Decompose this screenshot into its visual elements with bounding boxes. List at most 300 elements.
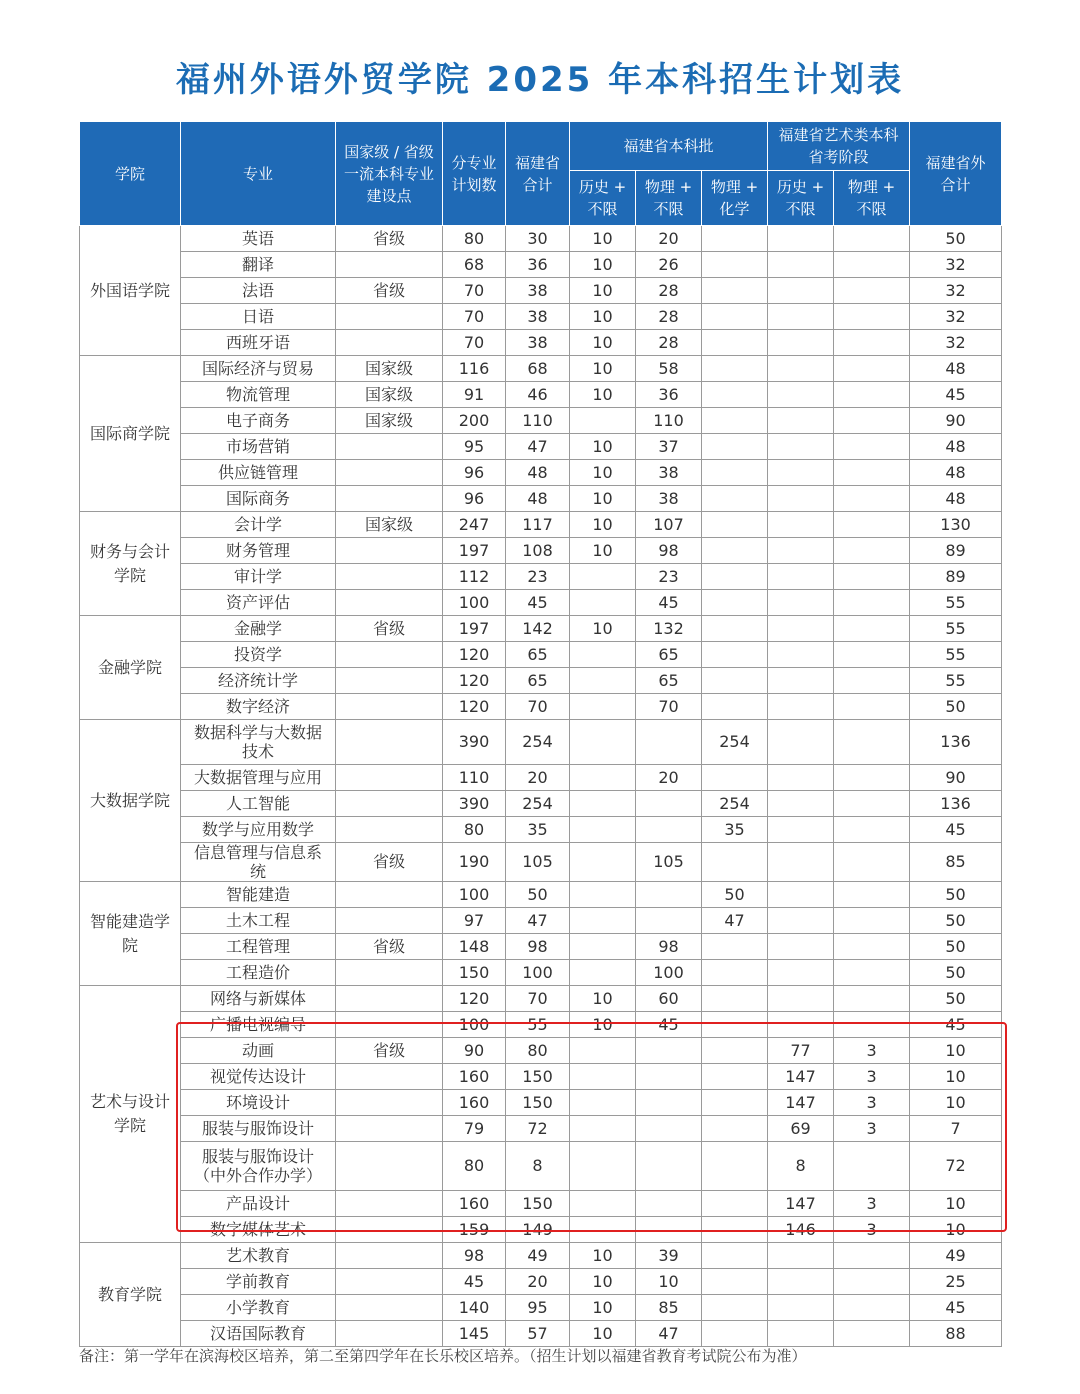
- table-row: [80, 960, 1002, 986]
- art-history-any-cell: [768, 434, 834, 460]
- art-history-any-cell: [768, 765, 834, 791]
- major-cell: 西班牙语: [181, 330, 336, 356]
- outside-total-cell: 45: [910, 382, 1002, 408]
- major-cell: 智能建造: [181, 882, 336, 908]
- outside-total-cell: 50: [910, 960, 1002, 986]
- outside-total-cell: 32: [910, 252, 1002, 278]
- physics-any-cell: 132: [636, 616, 702, 642]
- level-cell: 省级: [336, 843, 443, 882]
- physics-any-cell: 107: [636, 512, 702, 538]
- art-physics-any-cell: 3: [834, 1090, 910, 1116]
- art-history-any-cell: [768, 590, 834, 616]
- major-cell: 工程管理: [181, 934, 336, 960]
- table-row: [80, 1295, 1002, 1321]
- table-row: [80, 330, 1002, 356]
- major-cell: 法语: [181, 278, 336, 304]
- physics-any-cell: 39: [636, 1243, 702, 1269]
- major-cell: 国际经济与贸易: [181, 356, 336, 382]
- header-history-any: 历史 + 不限: [570, 171, 636, 226]
- art-history-any-cell: [768, 460, 834, 486]
- history-any-cell: 10: [570, 1321, 636, 1347]
- level-cell: [336, 564, 443, 590]
- history-any-cell: 10: [570, 986, 636, 1012]
- table-row: [80, 1217, 1002, 1243]
- level-cell: [336, 304, 443, 330]
- physics-chemistry-cell: [702, 278, 768, 304]
- table-body: [80, 226, 1002, 1347]
- art-history-any-cell: [768, 1012, 834, 1038]
- fujian-total-cell: 68: [506, 356, 570, 382]
- fujian-total-cell: 38: [506, 304, 570, 330]
- table-row: [80, 817, 1002, 843]
- physics-chemistry-cell: [702, 1116, 768, 1142]
- history-any-cell: [570, 817, 636, 843]
- table-row: [80, 226, 1002, 252]
- physics-any-cell: 100: [636, 960, 702, 986]
- outside-total-cell: 50: [910, 226, 1002, 252]
- major-cell: 市场营销: [181, 434, 336, 460]
- fujian-total-cell: 142: [506, 616, 570, 642]
- plan-total-cell: 91: [443, 382, 506, 408]
- table-row: [80, 278, 1002, 304]
- art-physics-any-cell: 3: [834, 1064, 910, 1090]
- table-row: [80, 1191, 1002, 1217]
- major-cell: 汉语国际教育: [181, 1321, 336, 1347]
- history-any-cell: [570, 1191, 636, 1217]
- art-physics-any-cell: [834, 590, 910, 616]
- header-fujian-total: 福建省合计: [506, 122, 570, 226]
- physics-chemistry-cell: [702, 616, 768, 642]
- plan-total-cell: 100: [443, 882, 506, 908]
- art-history-any-cell: 146: [768, 1217, 834, 1243]
- physics-chemistry-cell: 50: [702, 882, 768, 908]
- physics-any-cell: 98: [636, 538, 702, 564]
- art-physics-any-cell: [834, 882, 910, 908]
- outside-total-cell: 89: [910, 564, 1002, 590]
- history-any-cell: [570, 1090, 636, 1116]
- art-history-any-cell: 8: [768, 1142, 834, 1191]
- art-physics-any-cell: [834, 486, 910, 512]
- history-any-cell: 10: [570, 278, 636, 304]
- fujian-total-cell: 254: [506, 720, 570, 765]
- physics-chemistry-cell: [702, 1191, 768, 1217]
- art-history-any-cell: [768, 356, 834, 382]
- table-row: [80, 1038, 1002, 1064]
- table-row: [80, 408, 1002, 434]
- level-cell: [336, 791, 443, 817]
- art-physics-any-cell: [834, 986, 910, 1012]
- outside-total-cell: 55: [910, 590, 1002, 616]
- physics-any-cell: 65: [636, 668, 702, 694]
- physics-any-cell: [636, 882, 702, 908]
- major-cell: 英语: [181, 226, 336, 252]
- outside-total-cell: 48: [910, 434, 1002, 460]
- college-cell: 国际商学院: [80, 356, 181, 512]
- art-history-any-cell: [768, 791, 834, 817]
- physics-any-cell: 10: [636, 1269, 702, 1295]
- plan-total-cell: 390: [443, 720, 506, 765]
- art-physics-any-cell: [834, 817, 910, 843]
- physics-any-cell: [636, 1090, 702, 1116]
- level-cell: [336, 882, 443, 908]
- table-row: [80, 252, 1002, 278]
- physics-chemistry-cell: [702, 330, 768, 356]
- physics-chemistry-cell: [702, 1142, 768, 1191]
- physics-any-cell: [636, 908, 702, 934]
- table-row: [80, 986, 1002, 1012]
- major-cell: 大数据管理与应用: [181, 765, 336, 791]
- physics-any-cell: 70: [636, 694, 702, 720]
- history-any-cell: 10: [570, 356, 636, 382]
- plan-total-cell: 100: [443, 1012, 506, 1038]
- plan-total-cell: 120: [443, 694, 506, 720]
- history-any-cell: [570, 765, 636, 791]
- physics-any-cell: 28: [636, 304, 702, 330]
- history-any-cell: [570, 1116, 636, 1142]
- plan-total-cell: 190: [443, 843, 506, 882]
- level-cell: 省级: [336, 934, 443, 960]
- plan-total-cell: 159: [443, 1217, 506, 1243]
- physics-any-cell: 110: [636, 408, 702, 434]
- physics-any-cell: 45: [636, 1012, 702, 1038]
- plan-total-cell: 140: [443, 1295, 506, 1321]
- plan-total-cell: 68: [443, 252, 506, 278]
- plan-total-cell: 120: [443, 668, 506, 694]
- table-row: [80, 668, 1002, 694]
- level-cell: [336, 642, 443, 668]
- history-any-cell: 10: [570, 1243, 636, 1269]
- level-cell: [336, 817, 443, 843]
- history-any-cell: 10: [570, 1295, 636, 1321]
- fujian-total-cell: 70: [506, 694, 570, 720]
- art-history-any-cell: [768, 512, 834, 538]
- major-cell: 审计学: [181, 564, 336, 590]
- level-cell: [336, 1217, 443, 1243]
- major-cell: 数学与应用数学: [181, 817, 336, 843]
- level-cell: [336, 908, 443, 934]
- college-cell: 教育学院: [80, 1243, 181, 1347]
- header-physics-chemistry: 物理 + 化学: [702, 171, 768, 226]
- table-row: [80, 694, 1002, 720]
- physics-any-cell: 105: [636, 843, 702, 882]
- art-physics-any-cell: [834, 1321, 910, 1347]
- art-history-any-cell: [768, 408, 834, 434]
- history-any-cell: [570, 1217, 636, 1243]
- outside-total-cell: 48: [910, 356, 1002, 382]
- fujian-total-cell: 36: [506, 252, 570, 278]
- physics-any-cell: 58: [636, 356, 702, 382]
- art-physics-any-cell: [834, 1269, 910, 1295]
- outside-total-cell: 32: [910, 278, 1002, 304]
- art-history-any-cell: [768, 668, 834, 694]
- outside-total-cell: 50: [910, 934, 1002, 960]
- art-history-any-cell: [768, 908, 834, 934]
- history-any-cell: [570, 960, 636, 986]
- art-physics-any-cell: [834, 843, 910, 882]
- fujian-total-cell: 110: [506, 408, 570, 434]
- fujian-total-cell: 48: [506, 486, 570, 512]
- level-cell: 国家级: [336, 382, 443, 408]
- fujian-total-cell: 47: [506, 434, 570, 460]
- fujian-total-cell: 65: [506, 668, 570, 694]
- physics-any-cell: 38: [636, 486, 702, 512]
- table-row: [80, 765, 1002, 791]
- plan-total-cell: 80: [443, 1142, 506, 1191]
- plan-total-cell: 150: [443, 960, 506, 986]
- physics-chemistry-cell: [702, 304, 768, 330]
- physics-any-cell: 98: [636, 934, 702, 960]
- art-physics-any-cell: [834, 1012, 910, 1038]
- physics-any-cell: [636, 817, 702, 843]
- fujian-total-cell: 30: [506, 226, 570, 252]
- header-art-physics-any: 物理 + 不限: [834, 171, 910, 226]
- physics-any-cell: 37: [636, 434, 702, 460]
- physics-chemistry-cell: [702, 590, 768, 616]
- fujian-total-cell: 254: [506, 791, 570, 817]
- table-row: [80, 616, 1002, 642]
- history-any-cell: [570, 408, 636, 434]
- art-physics-any-cell: [834, 356, 910, 382]
- major-cell: 物流管理: [181, 382, 336, 408]
- art-physics-any-cell: [834, 382, 910, 408]
- art-history-any-cell: [768, 642, 834, 668]
- major-cell: 国际商务: [181, 486, 336, 512]
- major-cell: 产品设计: [181, 1191, 336, 1217]
- history-any-cell: [570, 843, 636, 882]
- art-history-any-cell: 69: [768, 1116, 834, 1142]
- major-cell: 电子商务: [181, 408, 336, 434]
- physics-any-cell: 45: [636, 590, 702, 616]
- art-history-any-cell: [768, 382, 834, 408]
- major-cell: 供应链管理: [181, 460, 336, 486]
- history-any-cell: [570, 668, 636, 694]
- fujian-total-cell: 46: [506, 382, 570, 408]
- fujian-total-cell: 50: [506, 882, 570, 908]
- art-physics-any-cell: [834, 616, 910, 642]
- major-cell: 数据科学与大数据技术: [181, 720, 336, 765]
- outside-total-cell: 88: [910, 1321, 1002, 1347]
- outside-total-cell: 85: [910, 843, 1002, 882]
- fujian-total-cell: 20: [506, 765, 570, 791]
- fujian-total-cell: 57: [506, 1321, 570, 1347]
- art-physics-any-cell: [834, 252, 910, 278]
- physics-any-cell: 38: [636, 460, 702, 486]
- physics-chemistry-cell: [702, 252, 768, 278]
- level-cell: [336, 1269, 443, 1295]
- level-cell: [336, 252, 443, 278]
- level-cell: [336, 486, 443, 512]
- art-history-any-cell: [768, 843, 834, 882]
- art-history-any-cell: [768, 1295, 834, 1321]
- table-row: [80, 642, 1002, 668]
- art-physics-any-cell: [834, 564, 910, 590]
- major-cell: 小学教育: [181, 1295, 336, 1321]
- outside-total-cell: 72: [910, 1142, 1002, 1191]
- physics-chemistry-cell: [702, 1295, 768, 1321]
- history-any-cell: [570, 1038, 636, 1064]
- outside-total-cell: 32: [910, 304, 1002, 330]
- table-row: [80, 1090, 1002, 1116]
- plan-total-cell: 160: [443, 1064, 506, 1090]
- art-physics-any-cell: [834, 765, 910, 791]
- fujian-total-cell: 38: [506, 278, 570, 304]
- fujian-total-cell: 65: [506, 642, 570, 668]
- physics-chemistry-cell: [702, 1321, 768, 1347]
- physics-chemistry-cell: [702, 1243, 768, 1269]
- art-history-any-cell: [768, 304, 834, 330]
- plan-total-cell: 96: [443, 460, 506, 486]
- plan-total-cell: 116: [443, 356, 506, 382]
- art-physics-any-cell: 3: [834, 1038, 910, 1064]
- table-row: [80, 843, 1002, 882]
- history-any-cell: [570, 1064, 636, 1090]
- plan-total-cell: 90: [443, 1038, 506, 1064]
- physics-chemistry-cell: [702, 382, 768, 408]
- physics-any-cell: 60: [636, 986, 702, 1012]
- level-cell: 省级: [336, 226, 443, 252]
- major-cell: 工程造价: [181, 960, 336, 986]
- plan-total-cell: 145: [443, 1321, 506, 1347]
- physics-any-cell: 26: [636, 252, 702, 278]
- art-physics-any-cell: [834, 460, 910, 486]
- physics-any-cell: [636, 1038, 702, 1064]
- art-history-any-cell: [768, 1321, 834, 1347]
- physics-chemistry-cell: 254: [702, 791, 768, 817]
- fujian-total-cell: 117: [506, 512, 570, 538]
- art-history-any-cell: [768, 986, 834, 1012]
- physics-chemistry-cell: [702, 434, 768, 460]
- header-fujian-batch: 福建省本科批: [570, 122, 768, 171]
- art-physics-any-cell: [834, 226, 910, 252]
- major-cell: 动画: [181, 1038, 336, 1064]
- fujian-total-cell: 70: [506, 986, 570, 1012]
- outside-total-cell: 48: [910, 486, 1002, 512]
- header-college: 学院: [80, 122, 181, 226]
- footnote: 备注：第一学年在滨海校区培养，第二至第四学年在长乐校区培养。（招生计划以福建省教育考试院公布为准）: [79, 1347, 807, 1365]
- major-cell: 财务管理: [181, 538, 336, 564]
- major-cell: 服装与服饰设计: [181, 1116, 336, 1142]
- outside-total-cell: 48: [910, 460, 1002, 486]
- art-physics-any-cell: [834, 668, 910, 694]
- plan-total-cell: 112: [443, 564, 506, 590]
- header-major: 专业: [181, 122, 336, 226]
- history-any-cell: 10: [570, 1012, 636, 1038]
- outside-total-cell: 136: [910, 720, 1002, 765]
- physics-chemistry-cell: 35: [702, 817, 768, 843]
- outside-total-cell: 10: [910, 1064, 1002, 1090]
- art-physics-any-cell: [834, 694, 910, 720]
- outside-total-cell: 10: [910, 1090, 1002, 1116]
- college-cell: 财务与会计学院: [80, 512, 181, 616]
- level-cell: [336, 694, 443, 720]
- art-physics-any-cell: [834, 278, 910, 304]
- outside-total-cell: 130: [910, 512, 1002, 538]
- history-any-cell: 10: [570, 538, 636, 564]
- history-any-cell: 10: [570, 252, 636, 278]
- level-cell: [336, 765, 443, 791]
- major-cell: 会计学: [181, 512, 336, 538]
- art-history-any-cell: 147: [768, 1064, 834, 1090]
- fujian-total-cell: 72: [506, 1116, 570, 1142]
- outside-total-cell: 45: [910, 817, 1002, 843]
- plan-total-cell: 80: [443, 817, 506, 843]
- physics-any-cell: 36: [636, 382, 702, 408]
- header-physics-any: 物理 + 不限: [636, 171, 702, 226]
- physics-chemistry-cell: [702, 1038, 768, 1064]
- fujian-total-cell: 95: [506, 1295, 570, 1321]
- physics-any-cell: [636, 1217, 702, 1243]
- outside-total-cell: 49: [910, 1243, 1002, 1269]
- plan-total-cell: 70: [443, 330, 506, 356]
- art-history-any-cell: [768, 720, 834, 765]
- fujian-total-cell: 150: [506, 1090, 570, 1116]
- table-row: [80, 356, 1002, 382]
- physics-chemistry-cell: [702, 642, 768, 668]
- history-any-cell: [570, 642, 636, 668]
- fujian-total-cell: 80: [506, 1038, 570, 1064]
- physics-chemistry-cell: 254: [702, 720, 768, 765]
- art-physics-any-cell: [834, 512, 910, 538]
- physics-chemistry-cell: [702, 408, 768, 434]
- art-history-any-cell: [768, 694, 834, 720]
- plan-total-cell: 197: [443, 616, 506, 642]
- college-cell: 大数据学院: [80, 720, 181, 882]
- level-cell: [336, 1116, 443, 1142]
- major-cell: 服装与服饰设计（中外合作办学）: [181, 1142, 336, 1191]
- history-any-cell: [570, 694, 636, 720]
- physics-chemistry-cell: [702, 843, 768, 882]
- level-cell: [336, 986, 443, 1012]
- plan-total-cell: 100: [443, 590, 506, 616]
- outside-total-cell: 50: [910, 908, 1002, 934]
- fujian-total-cell: 8: [506, 1142, 570, 1191]
- fujian-total-cell: 150: [506, 1064, 570, 1090]
- art-physics-any-cell: [834, 642, 910, 668]
- plan-total-cell: 247: [443, 512, 506, 538]
- major-cell: 人工智能: [181, 791, 336, 817]
- plan-total-cell: 95: [443, 434, 506, 460]
- art-history-any-cell: 147: [768, 1191, 834, 1217]
- table-row: [80, 934, 1002, 960]
- art-history-any-cell: [768, 486, 834, 512]
- physics-chemistry-cell: [702, 960, 768, 986]
- art-physics-any-cell: 3: [834, 1217, 910, 1243]
- table-row: [80, 908, 1002, 934]
- physics-chemistry-cell: [702, 668, 768, 694]
- physics-any-cell: 65: [636, 642, 702, 668]
- history-any-cell: 10: [570, 460, 636, 486]
- major-cell: 环境设计: [181, 1090, 336, 1116]
- level-cell: [336, 960, 443, 986]
- fujian-total-cell: 23: [506, 564, 570, 590]
- outside-total-cell: 55: [910, 668, 1002, 694]
- physics-chemistry-cell: [702, 1217, 768, 1243]
- physics-any-cell: [636, 1116, 702, 1142]
- major-cell: 投资学: [181, 642, 336, 668]
- history-any-cell: 10: [570, 512, 636, 538]
- art-physics-any-cell: 3: [834, 1191, 910, 1217]
- history-any-cell: 10: [570, 382, 636, 408]
- plan-total-cell: 79: [443, 1116, 506, 1142]
- level-cell: [336, 1012, 443, 1038]
- physics-any-cell: [636, 1064, 702, 1090]
- outside-total-cell: 50: [910, 882, 1002, 908]
- physics-any-cell: 85: [636, 1295, 702, 1321]
- plan-total-cell: 160: [443, 1191, 506, 1217]
- physics-chemistry-cell: [702, 486, 768, 512]
- art-history-any-cell: [768, 278, 834, 304]
- college-cell: 外国语学院: [80, 226, 181, 356]
